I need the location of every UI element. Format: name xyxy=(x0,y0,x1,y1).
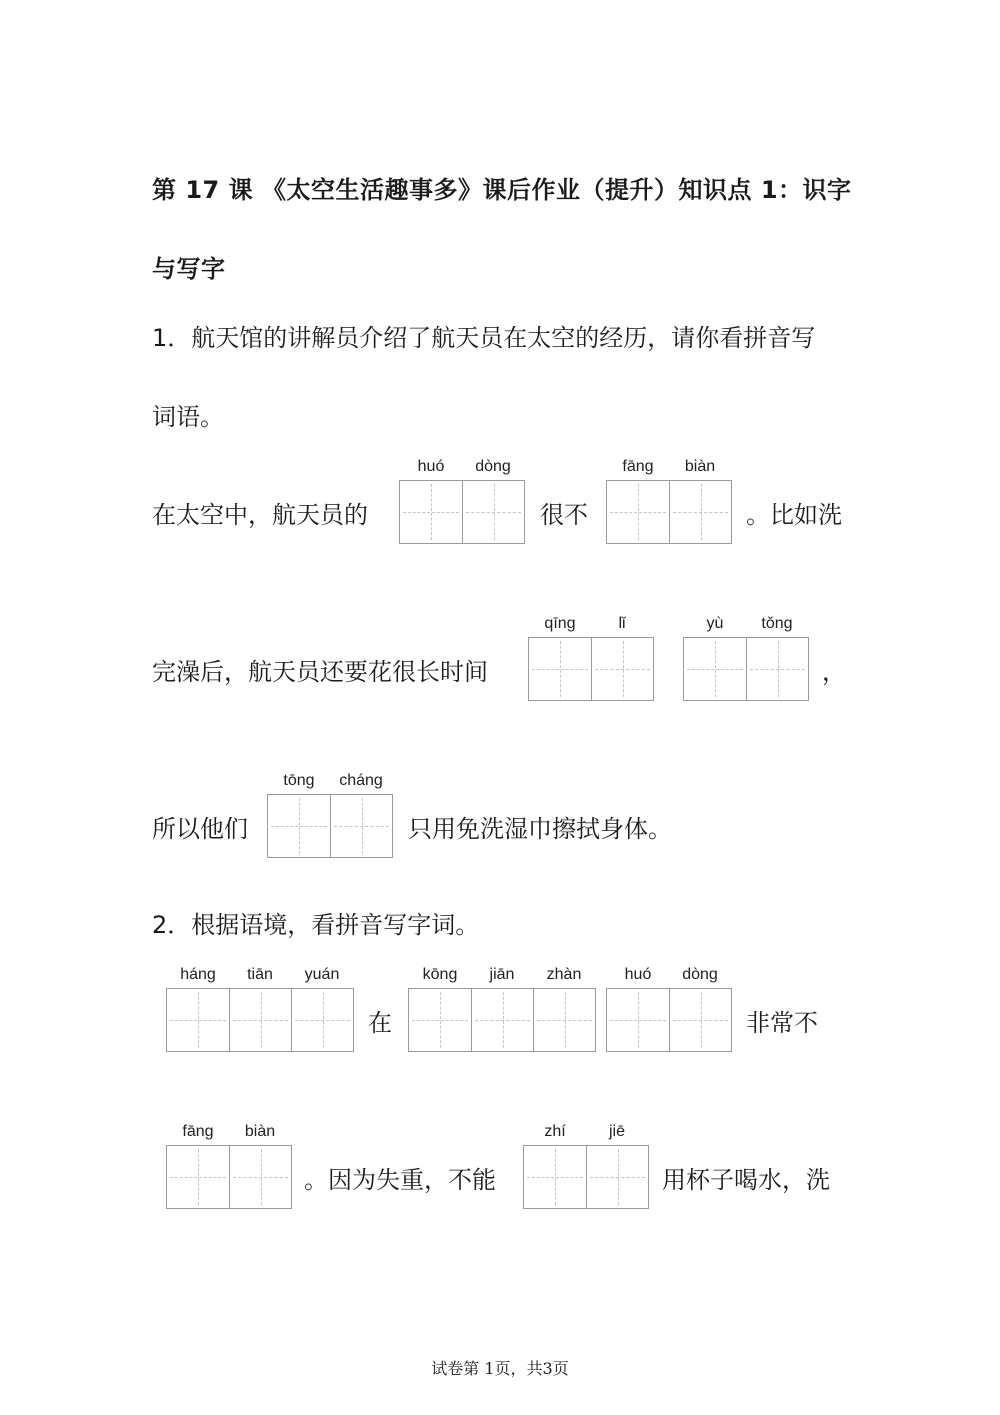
q2-text-4: 用杯子喝水，洗 xyxy=(662,1166,830,1194)
writing-cell[interactable] xyxy=(746,638,808,700)
pinyin-label: lǐ xyxy=(618,615,626,632)
pinyin-label: tōng xyxy=(283,772,315,789)
lesson-title-line2: 与写字 xyxy=(152,255,226,283)
q2-text-2: 非常不 xyxy=(746,1009,818,1037)
answer-grid-fangbian-2[interactable] xyxy=(166,1145,292,1209)
answer-grid-yutong[interactable] xyxy=(683,637,809,701)
pinyin-label: zhí xyxy=(544,1123,566,1140)
pinyin-label: zhàn xyxy=(546,966,582,983)
q2-text-1: 在 xyxy=(368,1009,392,1037)
writing-cell[interactable] xyxy=(229,1146,291,1208)
answer-grid-zhijie[interactable] xyxy=(523,1145,649,1209)
pinyin-label: fāng xyxy=(182,1123,214,1140)
pinyin-label: yuán xyxy=(304,966,340,983)
q1-text-7: 只用免洗湿巾擦拭身体。 xyxy=(408,815,672,843)
pinyin-label: tǒng xyxy=(761,615,793,632)
pinyin-label: kōng xyxy=(422,966,458,983)
q1-text-6: 所以他们 xyxy=(152,815,248,843)
writing-cell[interactable] xyxy=(524,1146,586,1208)
pinyin-label: huó xyxy=(624,966,652,983)
writing-cell[interactable] xyxy=(409,989,471,1051)
answer-grid-tongchang[interactable] xyxy=(267,794,393,858)
answer-grid-qingli[interactable] xyxy=(528,637,654,701)
lesson-title-line1: 第 17 课 《太空生活趣事多》课后作业（提升）知识点 1：识字 xyxy=(152,176,852,204)
answer-grid-huodong[interactable] xyxy=(399,480,525,544)
pinyin-label: biàn xyxy=(684,458,716,475)
writing-cell[interactable] xyxy=(533,989,595,1051)
writing-cell[interactable] xyxy=(462,481,524,543)
q2-prompt: 2．根据语境，看拼音写字词。 xyxy=(152,911,480,939)
writing-cell[interactable] xyxy=(529,638,591,700)
pinyin-label: biàn xyxy=(244,1123,276,1140)
answer-grid-huodong-2[interactable] xyxy=(606,988,732,1052)
writing-cell[interactable] xyxy=(330,795,392,857)
q1-text-3: 。比如洗 xyxy=(746,501,842,529)
q1-text-5: ， xyxy=(822,658,846,686)
pinyin-label: tiān xyxy=(247,966,273,983)
writing-cell[interactable] xyxy=(291,989,353,1051)
pinyin-label: huó xyxy=(417,458,445,475)
q1-text-2: 很不 xyxy=(540,501,588,529)
writing-cell[interactable] xyxy=(167,1146,229,1208)
q1-text-1: 在太空中，航天员的 xyxy=(152,501,368,529)
writing-cell[interactable] xyxy=(591,638,653,700)
writing-cell[interactable] xyxy=(684,638,746,700)
pinyin-label: jiān xyxy=(489,966,515,983)
writing-cell[interactable] xyxy=(400,481,462,543)
q1-prompt-line1: 1．航天馆的讲解员介绍了航天员在太空的经历，请你看拼音写 xyxy=(152,324,816,352)
pinyin-label: cháng xyxy=(339,772,383,789)
writing-cell[interactable] xyxy=(268,795,330,857)
pinyin-label: qīng xyxy=(544,615,576,632)
answer-grid-kongjianzhan[interactable] xyxy=(408,988,596,1052)
page-footer: 试卷第 1页，共3页 xyxy=(431,1359,569,1378)
writing-cell[interactable] xyxy=(471,989,533,1051)
pinyin-label: dòng xyxy=(475,458,511,475)
q1-text-4: 完澡后，航天员还要花很长时间 xyxy=(152,658,488,686)
pinyin-label: fāng xyxy=(622,458,654,475)
answer-grid-fangbian[interactable] xyxy=(606,480,732,544)
q2-text-3: 。因为失重，不能 xyxy=(304,1166,496,1194)
writing-cell[interactable] xyxy=(607,989,669,1051)
q1-prompt-line2: 词语。 xyxy=(152,403,224,431)
writing-cell[interactable] xyxy=(669,481,731,543)
pinyin-label: jiē xyxy=(608,1123,625,1140)
writing-cell[interactable] xyxy=(586,1146,648,1208)
writing-cell[interactable] xyxy=(229,989,291,1051)
pinyin-label: yù xyxy=(706,615,724,632)
pinyin-label: dòng xyxy=(682,966,718,983)
pinyin-label: háng xyxy=(180,966,216,983)
writing-cell[interactable] xyxy=(167,989,229,1051)
answer-grid-hangtianyuan[interactable] xyxy=(166,988,354,1052)
writing-cell[interactable] xyxy=(669,989,731,1051)
writing-cell[interactable] xyxy=(607,481,669,543)
